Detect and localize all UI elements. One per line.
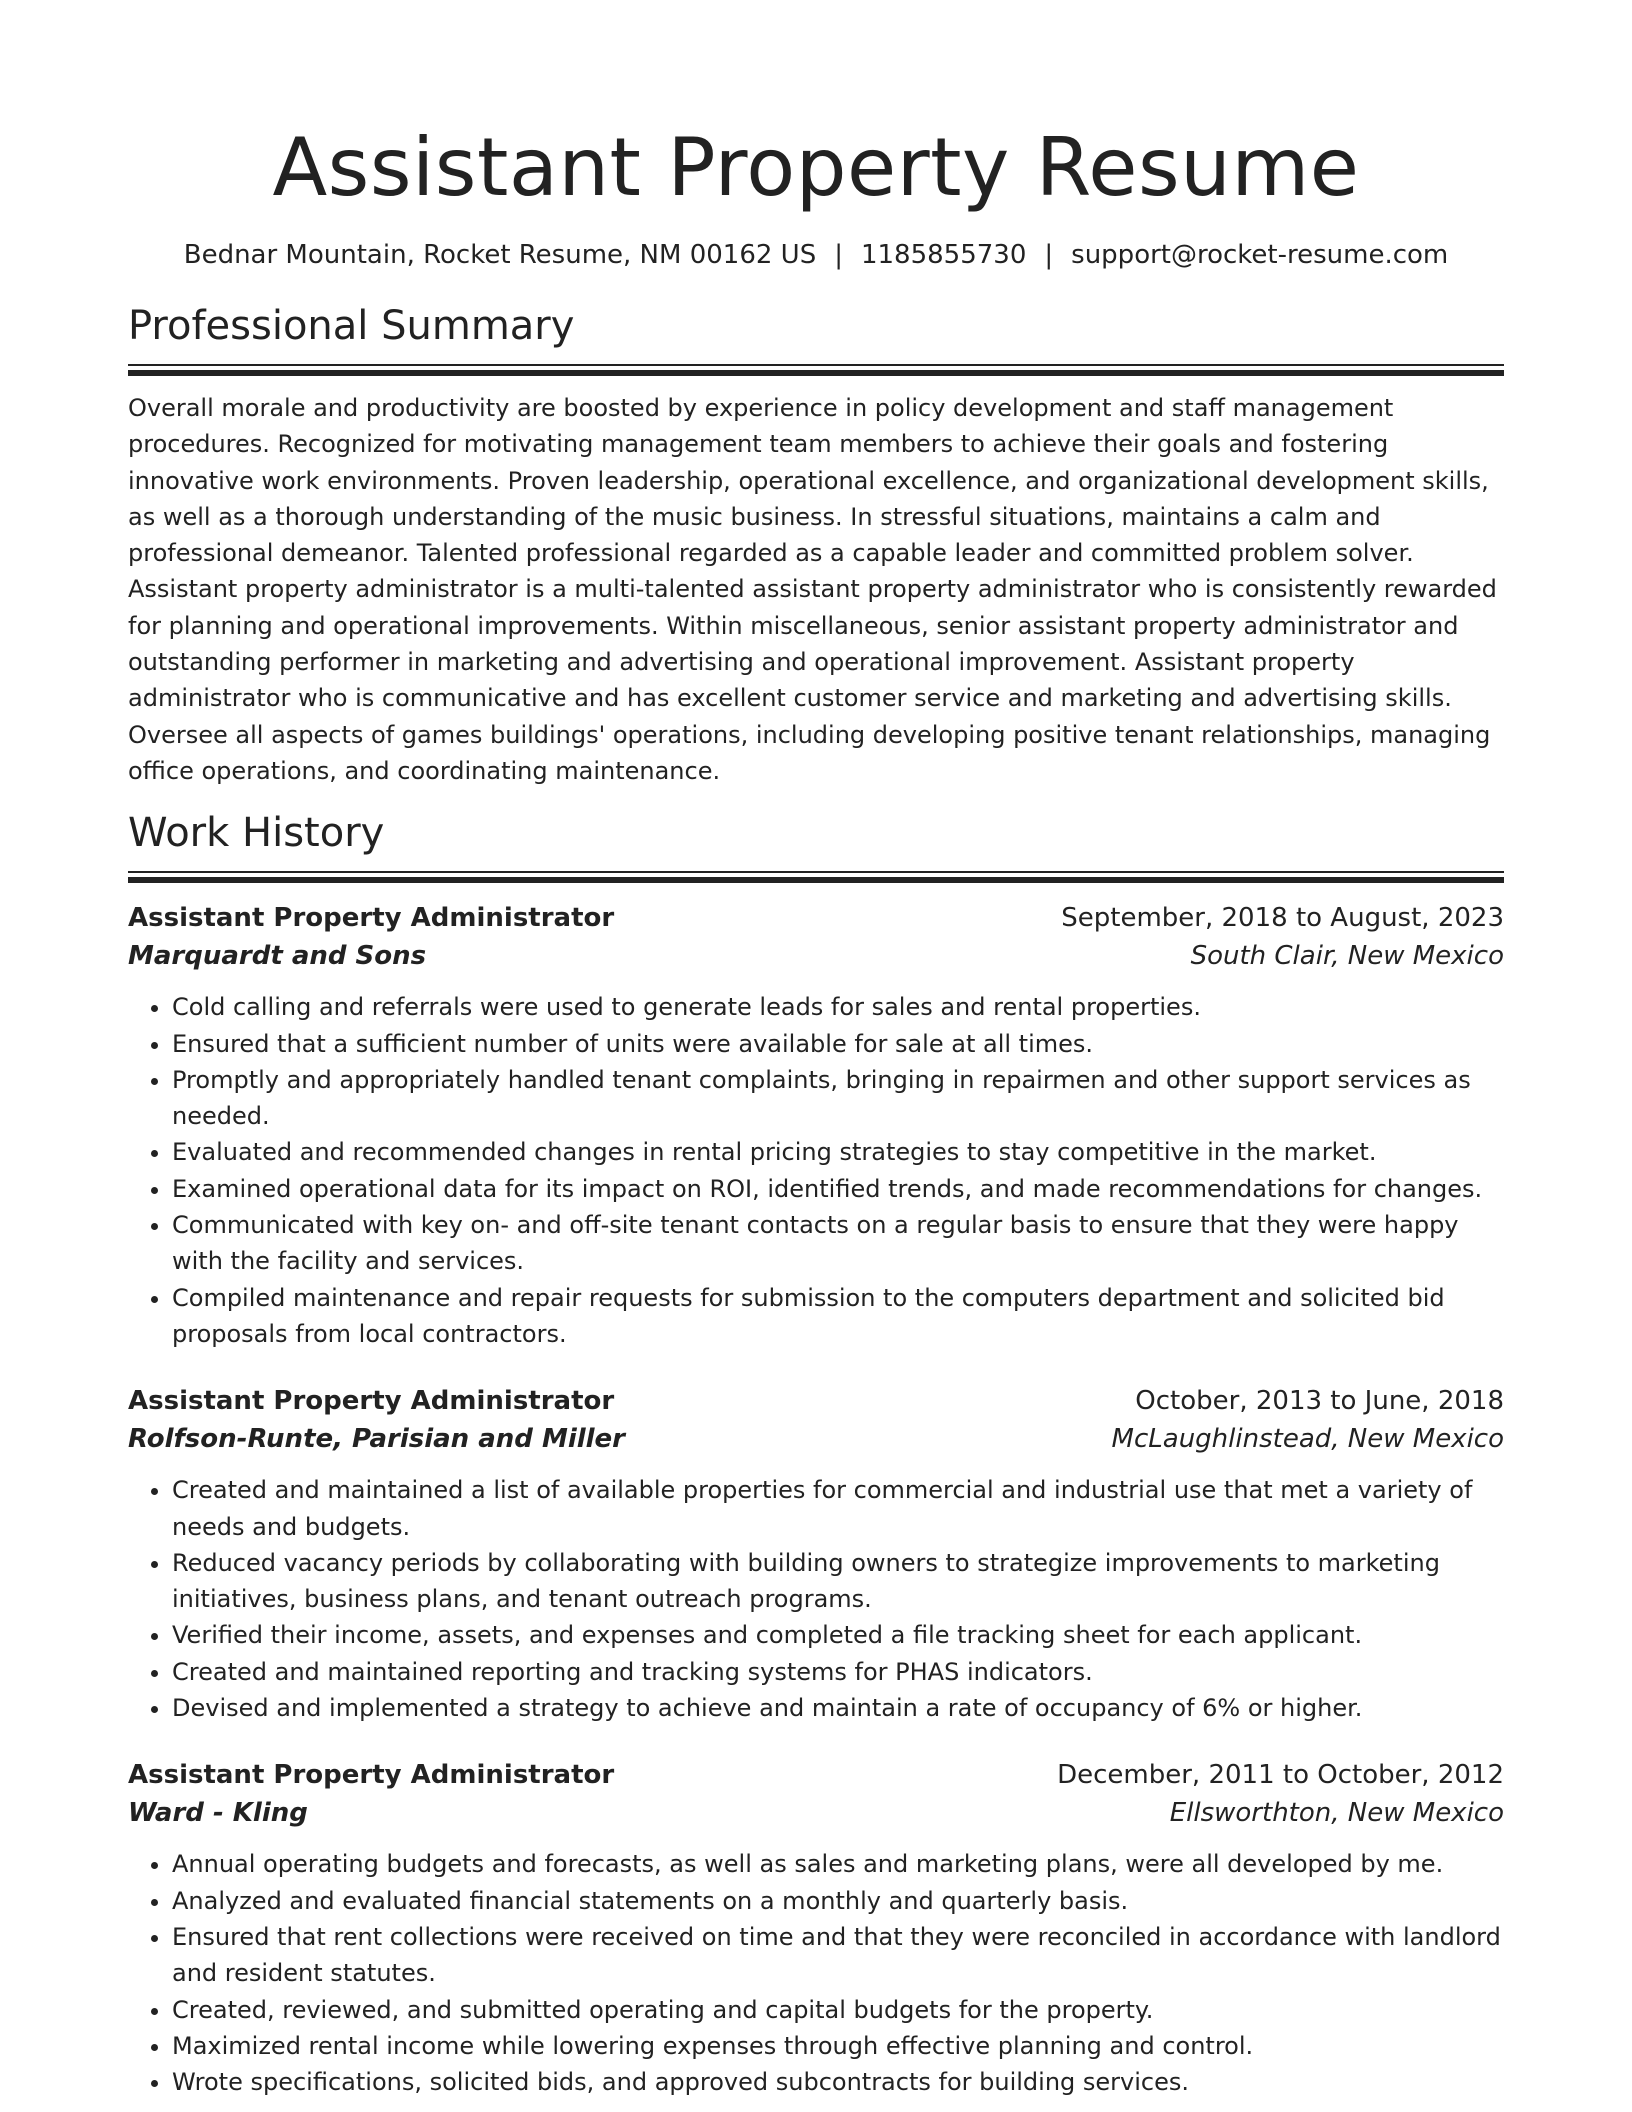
job-entry [128, 1756, 1504, 2100]
list-item: • Communicated with key on- and off-site tenant contacts on a regular basis to ensure that they were happy with the facility and services. [172, 1207, 1504, 1280]
job-entry [128, 899, 1504, 1352]
job-company: Marquardt and Sons [128, 941, 427, 972]
job-dates: December, 2011 to October, 2012 [1057, 1760, 1504, 1791]
resume-title: Assistant Property Resume [272, 121, 1360, 214]
job-company-row [128, 1794, 1504, 1832]
job-entry [128, 1382, 1504, 1726]
job-location: South Clair, New Mexico [1190, 941, 1504, 972]
job-title: Assistant Property Administrator [128, 1760, 615, 1791]
list-item: • Verified their income, assets, and expenses and completed a file tracking sheet for each applicant. [172, 1617, 1504, 1653]
list-item: • Ensured that a sufficient number of units were available for sale at all times. [172, 1026, 1504, 1062]
job-title: Assistant Property Administrator [128, 903, 615, 934]
list-item: • Created and maintained reporting and tracking systems for PHAS indicators. [172, 1654, 1504, 1690]
list-item: • Analyzed and evaluated financial statements on a monthly and quarterly basis. [172, 1883, 1504, 1919]
contact-email: support@rocket-resume.com [1071, 240, 1449, 270]
contact-separator: | [834, 240, 843, 270]
contact-line [128, 238, 1504, 272]
summary-heading: Professional Summary [128, 303, 575, 349]
list-item: • Annual operating budgets and forecasts, as well as sales and marketing plans, were all developed by me. [172, 1846, 1504, 1882]
contact-separator: | [1044, 240, 1054, 270]
job-dates: October, 2013 to June, 2018 [1135, 1386, 1504, 1417]
job-location: Ellsworthton, New Mexico [1169, 1798, 1504, 1829]
job-bullets [128, 989, 1504, 1352]
list-item: • Reduced vacancy periods by collaborating with building owners to strategize improvements to marketing initiatives, business plans, and tenant outreach programs. [172, 1545, 1504, 1618]
job-header-row [128, 1756, 1504, 1794]
job-company: Rolfson-Runte, Parisian and Miller [128, 1424, 626, 1455]
section-divider [128, 364, 1504, 376]
list-item: • Maximized rental income while lowering expenses through effective planning and control. [172, 2028, 1504, 2064]
job-dates: September, 2018 to August, 2023 [1061, 903, 1504, 934]
contact-address: Bednar Mountain, Rocket Resume, NM 00162 US [183, 240, 817, 270]
job-location: McLaughlinstead, New Mexico [1111, 1424, 1504, 1455]
job-company: Ward - Kling [128, 1798, 308, 1829]
job-title: Assistant Property Administrator [128, 1386, 615, 1417]
job-company-row [128, 1420, 1504, 1458]
summary-section [128, 302, 1504, 789]
list-item: • Examined operational data for its impact on ROI, identified trends, and made recommendations for changes. [172, 1171, 1504, 1207]
list-item: • Ensured that rent collections were received on time and that they were reconciled in accordance with landlord and resident statutes. [172, 1919, 1504, 1992]
job-company-row [128, 937, 1504, 975]
summary-text: Overall morale and productivity are boosted by experience in policy development and staff management procedures. Recognized for motivating management team members to achieve their goals and fostering innovative work environments. Proven leadership, operational excellence, and organizational development skills, as well as a thorough understanding of the music business. In stressful situations, maintains a calm and professional demeanor. Talented professional regarded as a capable leader and committed problem solver. Assistant property administrator is a multi-talented assistant property administrator who is consistently rewarded for planning and operational improvements. Within miscellaneous, senior assistant property administrator and outstanding performer in marketing and advertising and operational improvement. Assistant property administrator who is communicative and has excellent customer service and marketing and advertising skills. Oversee all aspects of games buildings' operations, including developing positive tenant relationships, managing office operations, and coordinating maintenance. [128, 394, 1497, 785]
list-item: • Wrote specifications, solicited bids, and approved subcontracts for building services. [172, 2064, 1504, 2100]
work-history-section [128, 809, 1504, 2100]
list-item: • Compiled maintenance and repair requests for submission to the computers department and solicited bid proposals from local contractors. [172, 1280, 1504, 1353]
work-history-heading: Work History [128, 810, 385, 857]
list-item: • Promptly and appropriately handled tenant complaints, bringing in repairmen and other support services as needed. [172, 1062, 1504, 1135]
list-item: • Devised and implemented a strategy to achieve and maintain a rate of occupancy of 6% or higher. [172, 1690, 1504, 1726]
job-bullets [128, 1846, 1504, 2100]
list-item: • Cold calling and referrals were used to generate leads for sales and rental properties. [172, 989, 1504, 1025]
contact-phone: 1185855730 [860, 240, 1027, 270]
list-item: • Evaluated and recommended changes in rental pricing strategies to stay competitive in the market. [172, 1134, 1504, 1170]
job-header-row [128, 899, 1504, 937]
list-item: • Created, reviewed, and submitted operating and capital budgets for the property. [172, 1992, 1504, 2028]
job-bullets [128, 1472, 1504, 1726]
section-divider [128, 871, 1504, 883]
job-header-row [128, 1382, 1504, 1420]
list-item: • Created and maintained a list of available properties for commercial and industrial use that met a variety of needs and budgets. [172, 1472, 1504, 1545]
